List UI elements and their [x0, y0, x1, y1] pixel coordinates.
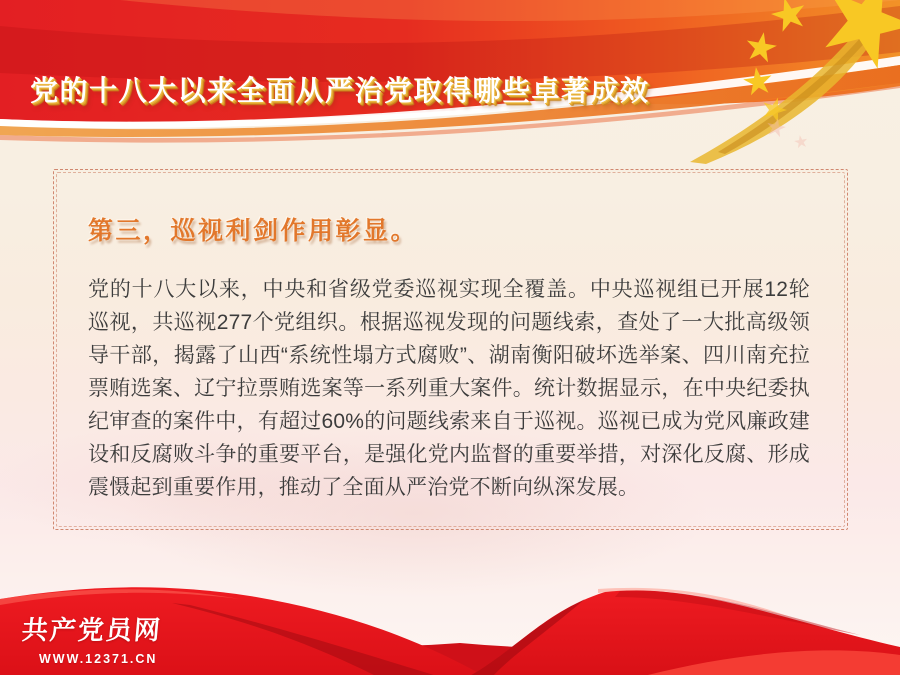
logo-url: WWW.12371.CN	[39, 652, 158, 666]
content-box	[53, 169, 848, 530]
body-paragraph: 党的十八大以来，中央和省级党委巡视实现全覆盖。中央巡视组已开展12轮巡视，共巡视277个党组织。根据巡视发现的问题线索，查处了一大批高级领导干部，揭露了山西“系统性塌方式腐败”、湖南衡阳破坏选举案、四川南充拉票贿选案、辽宁拉票贿选案等一系列重大案件。统计数据显示，在中央纪委执纪审查的案件中，有超过60%的问题线索来自于巡视。巡视已成为党风廉政建设和反腐败斗争的重要平台，是强化党内监督的重要举措，对深化反腐、形成震慑起到重要作用，推动了全面从严治党不断向纵深发展。	[88, 278, 810, 499]
section-heading: 第三，巡视利剑作用彰显。	[88, 217, 419, 245]
site-logo	[22, 610, 162, 666]
logo-wordmark: 共产党员网	[20, 615, 164, 645]
slide-title: 党的十八大以来全面从严治党取得哪些卓著成效	[30, 74, 650, 106]
